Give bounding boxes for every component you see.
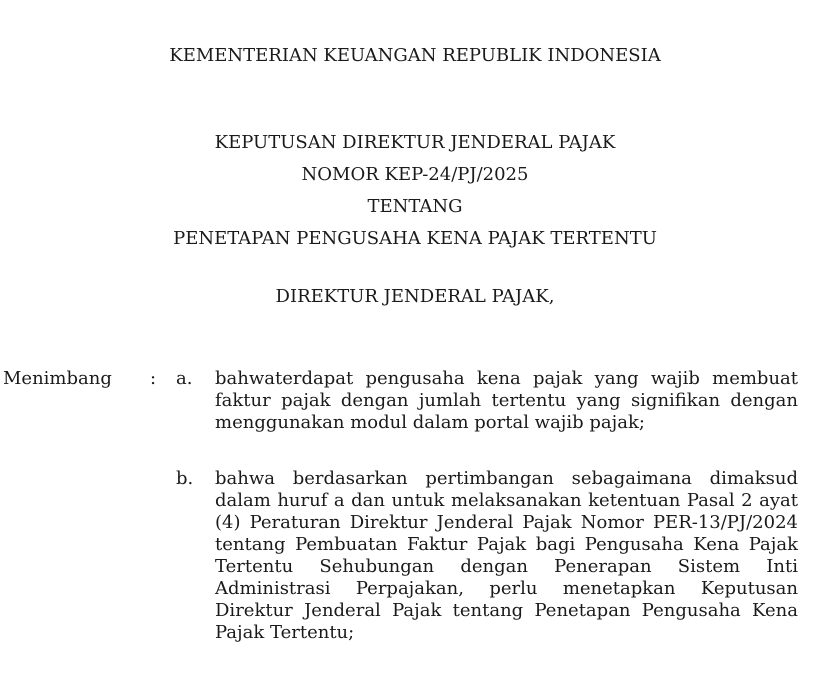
decree-number: NOMOR KEP-24/PJ/2025 (301, 164, 529, 185)
issuer-heading: DIREKTUR JENDERAL PAJAK, (275, 286, 555, 307)
item-a-text: bahwaterdapat pengusaha kena pajak yang wajib membuat faktur pajak dengan jumlah tertentu yang signifikan dengan menggunakan modul dalam portal wajib pajak; (215, 368, 798, 433)
decree-title: KEPUTUSAN DIREKTUR JENDERAL PAJAK (214, 132, 616, 153)
item-b-marker: b. (176, 468, 194, 489)
item-a-marker: a. (176, 368, 193, 389)
considering-separator: : (150, 368, 157, 389)
item-b-text: bahwa berdasarkan pertimbangan sebagaimana dimaksud dalam huruf a dan untuk melaksanakan ketentuan Pasal 2 ayat (4) Peraturan Direktur Jenderal Pajak Nomor PER-13/PJ/2024 tentang Pembuatan Faktur Pajak bagi Pengusaha Kena Pajak Tertentu Sehubungan dengan Penerapan Sistem Inti Administrasi Perpajakan, perlu menetapkan Keputusan Direktur Jenderal Pajak tentang Penetapan Pengusaha Kena Pajak Tertentu; (215, 468, 798, 643)
considering-label: Menimbang (3, 368, 112, 389)
decree-subject: PENETAPAN PENGUSAHA KENA PAJAK TERTENTU (173, 228, 657, 249)
ministry-heading: KEMENTERIAN KEUANGAN REPUBLIK INDONESIA (169, 45, 661, 66)
decree-about: TENTANG (367, 196, 463, 217)
